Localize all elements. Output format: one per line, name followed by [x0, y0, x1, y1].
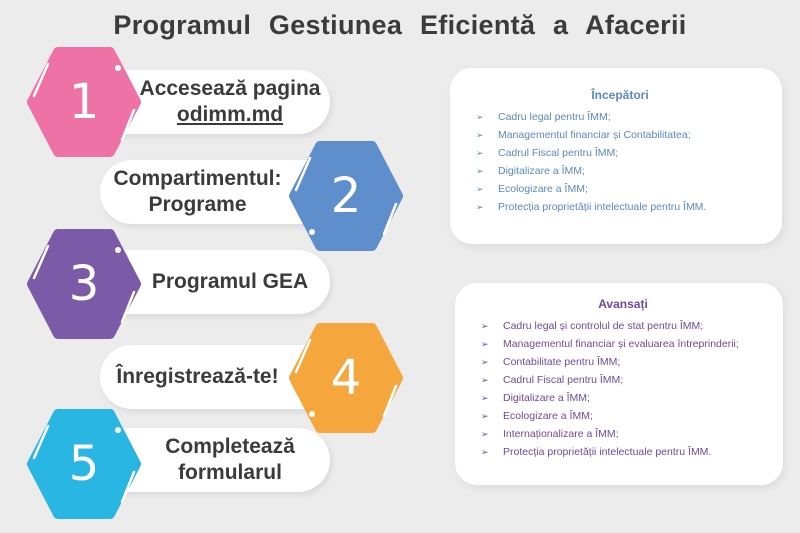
arrow-bullet-icon: ➢ [476, 166, 484, 176]
arrow-bullet-icon: ➢ [476, 202, 484, 212]
arrow-bullet-icon: ➢ [481, 375, 489, 385]
step-4-number: 4 [330, 350, 362, 406]
step-2-line1: Compartimentul: [113, 166, 282, 190]
step-4-line1: Înregistrează-te! [116, 364, 279, 388]
list-item: ➢ Digitalizare a ÎMM; [476, 162, 764, 180]
arrow-bullet-icon: ➢ [476, 130, 484, 140]
list-item: ➢ Internaționalizare a ÎMM; [481, 425, 765, 443]
list-item: ➢ Cadru legal pentru ÎMM; [476, 108, 764, 126]
list-item: ➢ Managementul financiar și evaluarea întreprinderii; [481, 335, 765, 353]
step-5-line2: formularul [178, 461, 282, 484]
beginners-list [476, 108, 764, 216]
advanced-card [455, 283, 783, 485]
arrow-bullet-icon: ➢ [481, 429, 489, 439]
step-1-number: 1 [68, 74, 100, 130]
arrow-bullet-icon: ➢ [476, 112, 484, 122]
step-2-number: 2 [330, 168, 362, 224]
page-title: Programul Gestiunea Eficientă a Afacerii [113, 10, 687, 40]
list-item: ➢ Ecologizare a ÎMM; [476, 180, 764, 198]
step-1-hexagon [28, 46, 140, 158]
step-5-line1: Completează [165, 434, 295, 458]
list-item: ➢ Digitalizare a ÎMM; [481, 389, 765, 407]
list-item: ➢ Cadrul Fiscal pentru ÎMM; [481, 371, 765, 389]
arrow-bullet-icon: ➢ [481, 357, 489, 367]
step-4-hexagon [290, 322, 402, 434]
step-5-number: 5 [68, 436, 100, 492]
arrow-bullet-icon: ➢ [481, 321, 489, 331]
arrow-bullet-icon: ➢ [476, 148, 484, 158]
step-3-line1: Programul GEA [151, 269, 309, 293]
advanced-list [481, 317, 765, 461]
list-item: ➢ Cadru legal și controlul de stat pentru ÎMM; [481, 317, 765, 335]
step-3-number: 3 [68, 256, 100, 312]
list-item: ➢ Protecția proprietății intelectuale pentru ÎMM. [476, 198, 764, 216]
step-3-hexagon [28, 228, 140, 340]
arrow-bullet-icon: ➢ [476, 184, 484, 194]
step-5-hexagon [28, 408, 140, 520]
arrow-bullet-icon: ➢ [481, 339, 489, 349]
list-item: ➢ Protecția proprietății intelectuale pentru ÎMM. [481, 443, 765, 461]
beginners-card [450, 68, 782, 244]
list-item: ➢ Contabilitate pentru ÎMM; [481, 353, 765, 371]
arrow-bullet-icon: ➢ [481, 393, 489, 403]
beginners-heading: Începători [591, 88, 649, 102]
step-2-line2: Programe [148, 193, 247, 216]
arrow-bullet-icon: ➢ [481, 447, 489, 457]
step-1-link[interactable]: odimm.md [176, 103, 284, 126]
list-item: ➢ Managementul financiar și Contabilitatea; [476, 126, 764, 144]
list-item: ➢ Cadrul Fiscal pentru ÎMM; [476, 144, 764, 162]
arrow-bullet-icon: ➢ [481, 411, 489, 421]
step-2-hexagon [290, 140, 402, 252]
advanced-heading: Avansați [598, 297, 648, 311]
list-item: ➢ Ecologizare a ÎMM; [481, 407, 765, 425]
step-1-line1: Accesează pagina [139, 76, 321, 100]
